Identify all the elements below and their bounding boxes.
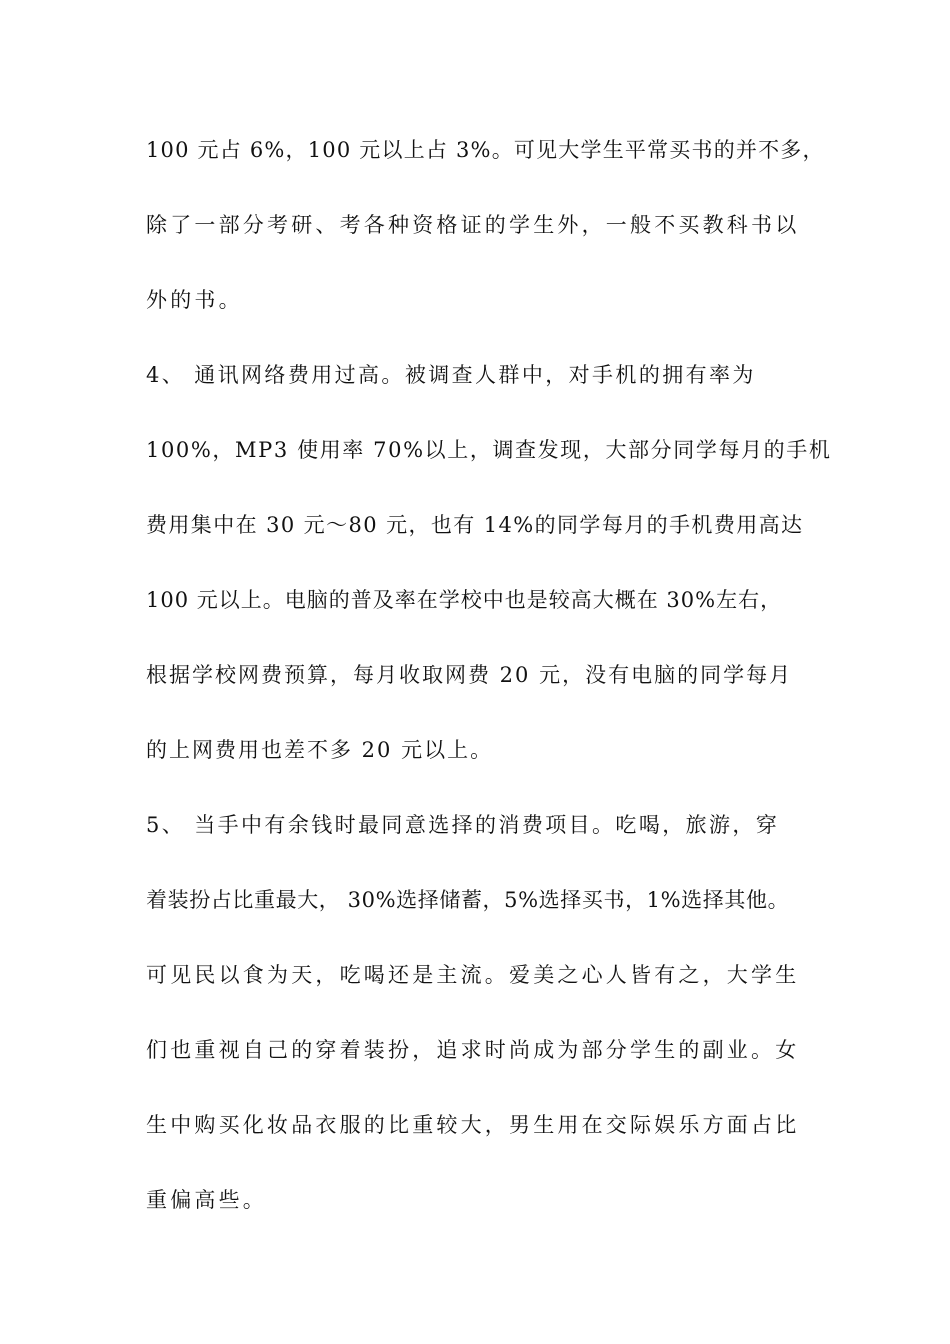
text-line: 除了一部分考研、考各种资格证的学生外，一般不买教科书以 <box>146 213 800 237</box>
text-line: 生中购买化妆品衣服的比重较大，男生用在交际娱乐方面占比 <box>146 1113 800 1137</box>
text-line: 100 元占 6%，100 元以上占 3%。可见大学生平常买书的并不多， <box>146 138 825 162</box>
text-line: 们也重视自己的穿着装扮，追求时尚成为部分学生的副业。女 <box>146 1038 800 1062</box>
text-line: 的上网费用也差不多 20 元以上。 <box>146 738 494 762</box>
text-line: 费用集中在 30 元～80 元，也有 14%的同学每月的手机费用高达 <box>146 513 804 537</box>
text-line: 外的书。 <box>146 288 243 312</box>
text-line: 重偏高些。 <box>146 1188 267 1212</box>
text-line: 100 元以上。电脑的普及率在学校中也是较高大概在 30%左右， <box>146 588 783 612</box>
text-line: 根据学校网费预算，每月收取网费 20 元，没有电脑的同学每月 <box>146 663 793 687</box>
text-line: 着装扮占比重最大， 30%选择储蓄，5%选择买书，1%选择其他。 <box>146 888 790 912</box>
list-item-4: 4、 通讯网络费用过高。被调查人群中，对手机的拥有率为 <box>146 363 756 387</box>
text-line: 100%，MP3 使用率 70%以上，调查发现，大部分同学每月的手机 <box>146 438 832 462</box>
list-item-5: 5、 当手中有余钱时最同意选择的消费项目。吃喝，旅游，穿 <box>146 813 780 837</box>
text-line: 可见民以食为天，吃喝还是主流。爱美之心人皆有之，大学生 <box>146 963 800 987</box>
